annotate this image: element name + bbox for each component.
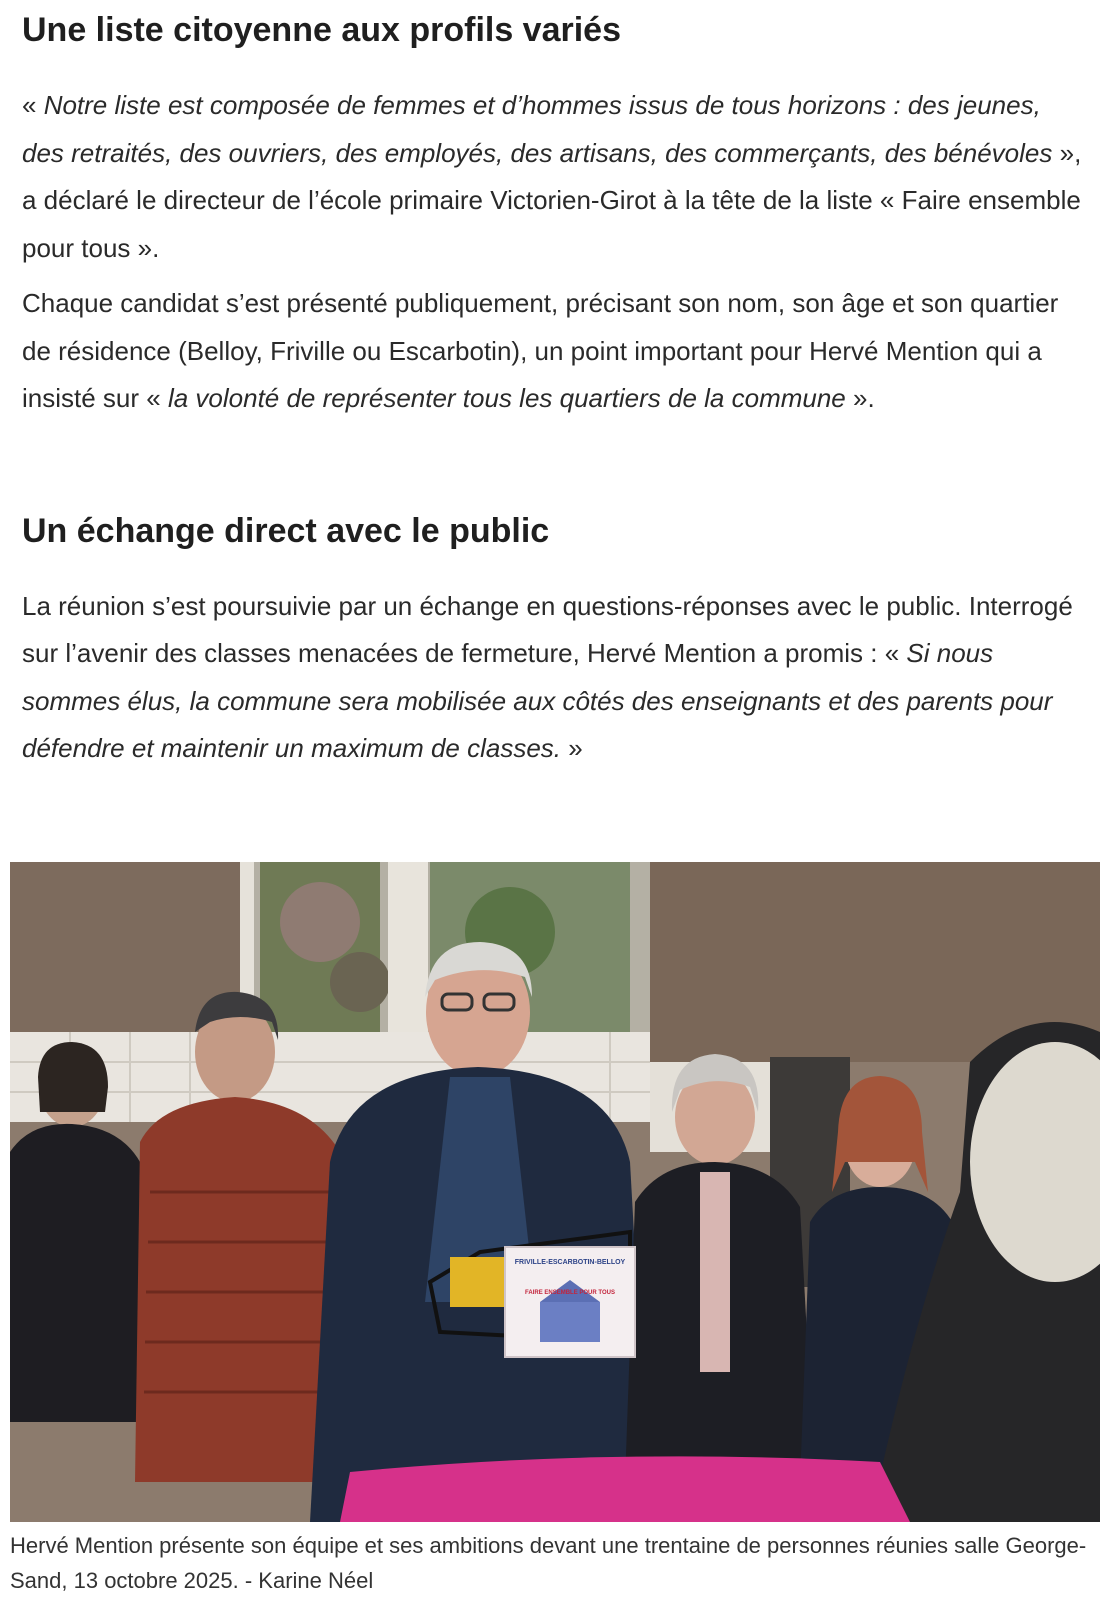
paragraph-candidates: [22, 280, 1088, 423]
floral-shirt: [700, 1172, 730, 1372]
poster-text: FAIRE ENSEMBLE POUR TOUS: [525, 1290, 615, 1296]
section-heading: Une liste citoyenne aux profils variés: [22, 11, 622, 49]
paragraph-text: Chaque candidat s’est présenté publiquement, précisant son nom, son âge et son quartier de résidence (Belloy, Friville ou Escarbotin), un point important pour Hervé Mention qui a insisté sur «: [22, 288, 1059, 413]
photo-caption: Hervé Mention présente son équipe et ses ambitions devant une trentaine de personnes réunies salle George-Sand, 13 octobre 2025. - Karine Néel: [10, 1533, 1087, 1593]
paragraph-text: », a déclaré le directeur de l’école primaire Victorien-Girot à la tête de la liste « Faire ensemble pour tous ».: [22, 137, 1082, 263]
article-body: [0, 0, 1110, 773]
paragraph-public-exchange: [22, 583, 1088, 773]
section-heading: Un échange direct avec le public: [22, 511, 550, 550]
foliage-flowers: [330, 952, 390, 1012]
pink-tablecloth: [340, 1456, 910, 1522]
poster-text: FRIVILLE-ESCARBOTIN-BELLOY: [514, 1259, 626, 1266]
folder: [450, 1257, 510, 1307]
quote-text: Si nous sommes élus, la commune sera mobilisée aux côtés des enseignants et des parents pour défendre et maintenir un maximum de classes.: [22, 638, 1053, 763]
foliage-flowers: [280, 882, 360, 962]
poster-building: [540, 1302, 600, 1342]
paragraph-quote-list: [22, 82, 1088, 272]
paragraph-text: La réunion s’est poursuivie par un échange en questions-réponses avec le public. Interrogé sur l’avenir des classes menacées de fermeture, Hervé Mention a promis : «: [22, 590, 1073, 668]
article-photo[interactable]: [10, 862, 1100, 1522]
paragraph-text: ».: [845, 383, 875, 413]
quote-text: la volonté de représenter tous les quartiers de la commune: [167, 383, 846, 413]
quote-open: «: [22, 90, 44, 120]
article-figure: [10, 862, 1100, 1598]
photo-illustration: [10, 862, 1100, 1522]
quote-text: Notre liste est composée de femmes et d’hommes issus de tous horizons : des jeunes, des retraités, des ouvriers, des employés, des artisans, des commerçants, des bénévoles: [22, 90, 1053, 168]
paragraph-text: »: [561, 733, 583, 763]
